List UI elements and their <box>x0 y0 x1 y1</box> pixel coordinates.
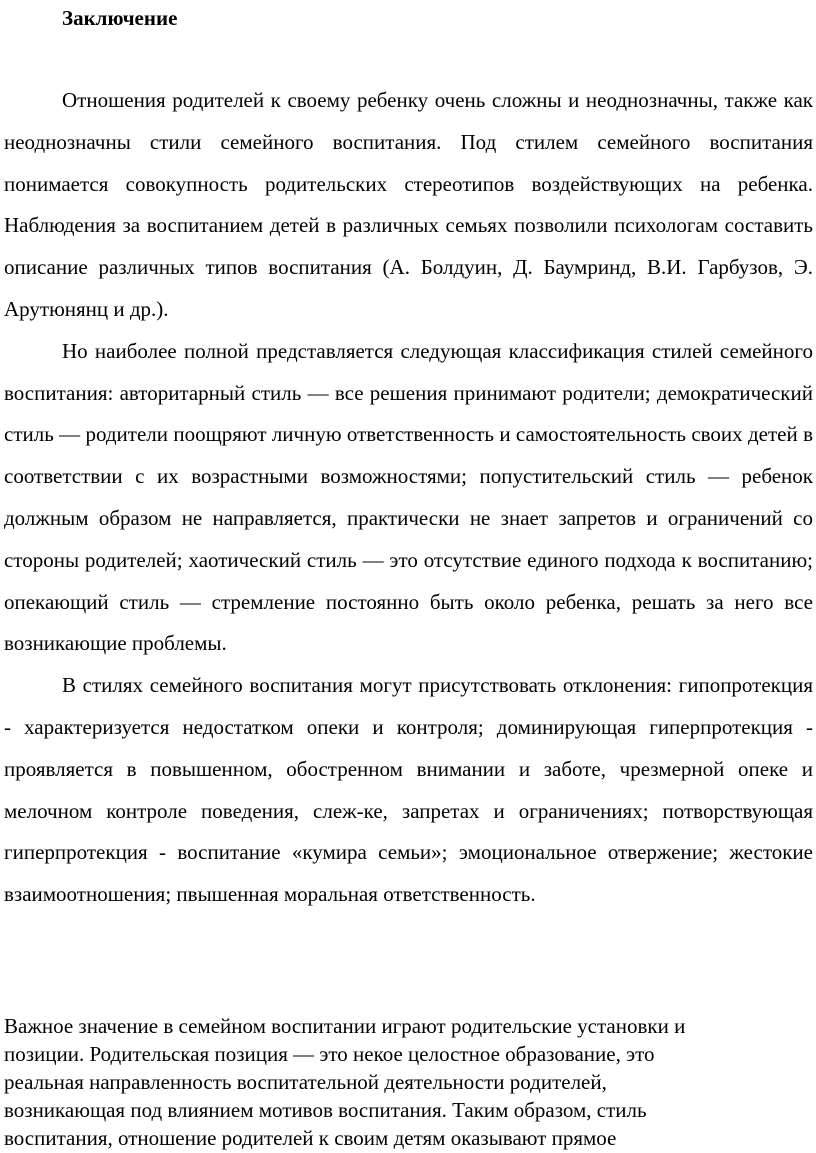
document-body <box>4 80 813 916</box>
paragraph-intro: Отношения родителей к своему ребенку очень сложны и неоднозначны, также как неоднозначны стили семейного воспитания. Под стилем семейного воспитания понимается совокупность родительских стереотипов воздействующих на ребенка. Наблюдения за воспитанием детей в различных семьях позволили психологам составить описание различных типов воспитания (А. Болдуин, Д. Баумринд, В.И. Гарбузов, Э. Арутюнянц и др.). <box>4 88 813 321</box>
tail-line: воспитания, отношение родителей к своим детям оказывают прямое <box>4 1126 617 1150</box>
tail-line: Важное значение в семейном воспитании играют родительские установки и <box>4 1014 686 1038</box>
paragraph-parental-positions <box>4 1012 804 1152</box>
paragraph-classification: Но наиболее полной представляется следующая классификация стилей семейного воспитания: авторитарный стиль — все решения принимают родители; демократический стиль — родители поощряют личную ответственность и самостоятельность своих детей в соответствии с их возрастными возможностями; попустительский стиль — ребенок должным образом не направляется, практически не знает запретов и ограничений со стороны родителей; хаотический стиль — это отсутствие единого подхода к воспитанию; опекающий стиль — стремление постоянно быть около ребенка, решать за него все возникающие проблемы. <box>4 338 813 656</box>
tail-line: возникающая под влиянием мотивов воспитания. Таким образом, стиль <box>4 1098 647 1122</box>
tail-line: позиции. Родительская позиция — это некое целостное образование, это <box>4 1042 655 1066</box>
tail-line: реальная направленность воспитательной деятельности родителей, <box>4 1070 607 1094</box>
paragraph-deviations: В стилях семейного воспитания могут присутствовать отклонения: гипопротекция - характеризуется недостатком опеки и контроля; доминирующая гиперпротекция - проявляется в повышенном, обостренном внимании и заботе, чрезмерной опеке и мелочном контроле поведения, слеж-ке, запретах и ограничениях; потворствующая гиперпротекция - воспитание «кумира семьи»; эмоциональное отвержение; жестокие взаимоотношения; пвышенная моральная ответственность. <box>4 673 813 907</box>
document-heading: Заключение <box>62 6 178 30</box>
